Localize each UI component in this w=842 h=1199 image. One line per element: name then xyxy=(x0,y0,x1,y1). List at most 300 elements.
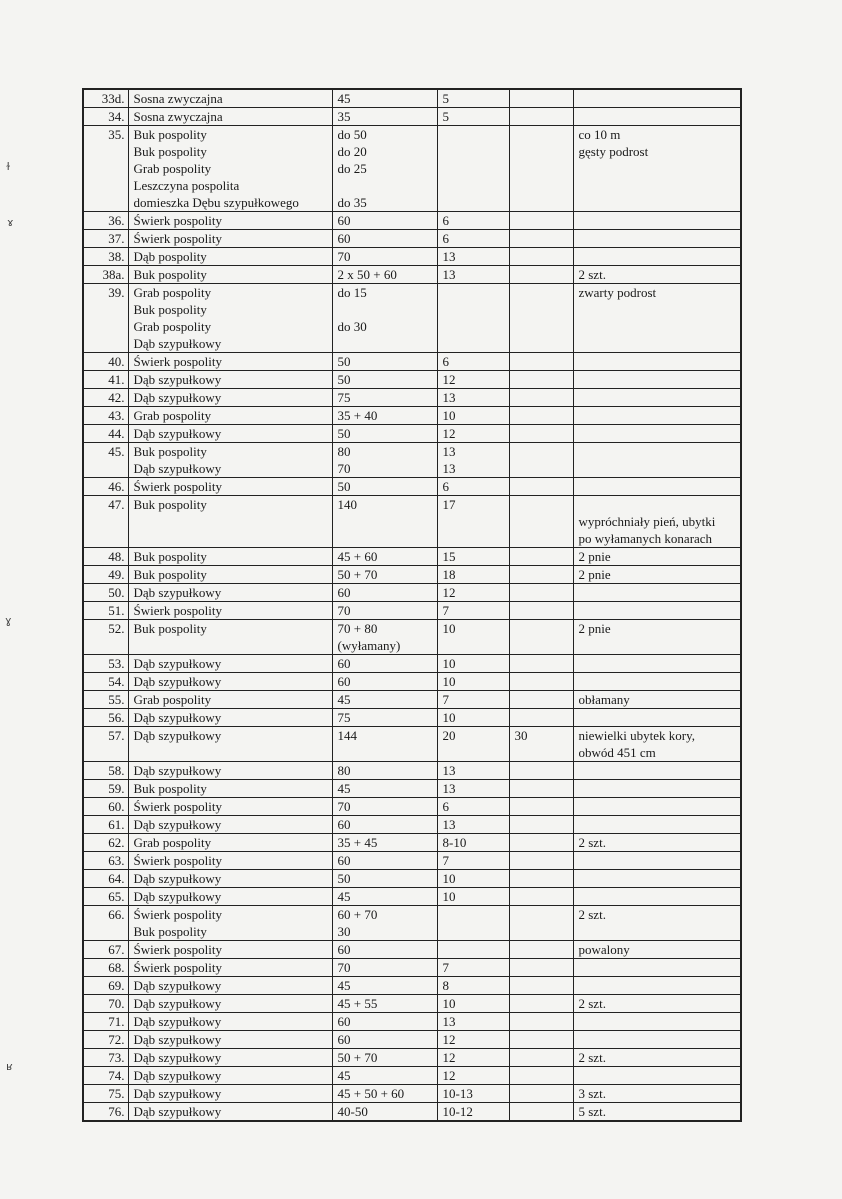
cell-extra xyxy=(509,906,573,941)
cell-number: 67. xyxy=(83,941,128,959)
cell-height-line: 13 xyxy=(442,249,456,264)
cell-notes-line xyxy=(579,602,738,619)
cell-extra-line xyxy=(515,709,570,726)
cell-species xyxy=(128,126,332,212)
cell-height xyxy=(437,478,509,496)
cell-extra xyxy=(509,852,573,870)
cell-species-line: Dąb szypułkowy xyxy=(133,996,222,1011)
table-row xyxy=(83,548,741,566)
cell-number: 37. xyxy=(83,230,128,248)
cell-extra xyxy=(509,566,573,584)
cell-extra-line xyxy=(515,284,570,301)
cell-species-line: Dąb szypułkowy xyxy=(133,817,222,832)
cell-notes-line xyxy=(579,230,738,247)
cell-notes xyxy=(573,478,741,496)
cell-notes xyxy=(573,108,741,126)
cell-height xyxy=(437,284,509,353)
cell-species-line: Dąb szypułkowy xyxy=(133,1086,222,1101)
cell-extra-line xyxy=(515,478,570,495)
cell-number: 62. xyxy=(83,834,128,852)
cell-girth xyxy=(332,266,437,284)
cell-notes xyxy=(573,584,741,602)
cell-number: 33d. xyxy=(83,89,128,108)
cell-species xyxy=(128,548,332,566)
cell-notes-line xyxy=(579,870,738,887)
cell-number: 57. xyxy=(83,727,128,762)
cell-number: 74. xyxy=(83,1067,128,1085)
cell-species xyxy=(128,248,332,266)
cell-height-line: 13 xyxy=(442,1014,456,1029)
cell-notes xyxy=(573,126,741,212)
cell-height-line: 13 xyxy=(442,390,456,405)
cell-species-line: Dąb pospolity xyxy=(133,249,207,264)
cell-species xyxy=(128,709,332,727)
cell-girth-line: 2 x 50 + 60 xyxy=(337,267,397,282)
cell-extra-line xyxy=(515,496,570,513)
cell-extra xyxy=(509,655,573,673)
cell-number: 55. xyxy=(83,691,128,709)
cell-height xyxy=(437,995,509,1013)
cell-notes xyxy=(573,371,741,389)
cell-notes xyxy=(573,709,741,727)
cell-girth xyxy=(332,496,437,548)
cell-extra xyxy=(509,620,573,655)
cell-height xyxy=(437,566,509,584)
cell-extra-line xyxy=(515,389,570,406)
cell-height xyxy=(437,407,509,425)
cell-species-line: Buk pospolity xyxy=(133,621,207,636)
cell-height-line: 8-10 xyxy=(442,835,467,850)
cell-number: 48. xyxy=(83,548,128,566)
cell-extra-line xyxy=(515,941,570,958)
table-row xyxy=(83,566,741,584)
cell-girth-line: 144 xyxy=(337,728,357,743)
table-row xyxy=(83,762,741,780)
cell-height-line: 13 xyxy=(442,267,456,282)
cell-notes-line xyxy=(579,1067,738,1084)
cell-number: 66. xyxy=(83,906,128,941)
cell-species xyxy=(128,478,332,496)
table-row xyxy=(83,906,741,941)
cell-extra xyxy=(509,89,573,108)
cell-height-line: 6 xyxy=(442,231,449,246)
cell-girth-line: 50 + 70 xyxy=(337,1050,378,1065)
table-row xyxy=(83,620,741,655)
cell-height-line xyxy=(443,941,506,958)
cell-girth-line: 60 + 70 xyxy=(337,907,378,922)
cell-notes xyxy=(573,1049,741,1067)
cell-notes xyxy=(573,834,741,852)
table-row xyxy=(83,602,741,620)
cell-extra xyxy=(509,1031,573,1049)
cell-girth-line: do 25 xyxy=(337,161,367,176)
table-row xyxy=(83,425,741,443)
cell-height-line: 7 xyxy=(442,692,449,707)
cell-species xyxy=(128,834,332,852)
cell-extra xyxy=(509,371,573,389)
cell-extra-line xyxy=(515,548,570,565)
table-row xyxy=(83,89,741,108)
cell-extra xyxy=(509,709,573,727)
cell-girth xyxy=(332,816,437,834)
cell-height xyxy=(437,941,509,959)
cell-height xyxy=(437,977,509,995)
cell-girth-line: 45 xyxy=(337,781,351,796)
cell-notes-line xyxy=(579,248,738,265)
cell-girth xyxy=(332,407,437,425)
cell-girth-line: 70 xyxy=(337,799,351,814)
cell-girth xyxy=(332,1013,437,1031)
cell-species-line: Dąb szypułkowy xyxy=(133,426,222,441)
cell-notes xyxy=(573,89,741,108)
cell-height-line xyxy=(443,906,506,923)
cell-girth-line: 50 xyxy=(337,354,351,369)
cell-girth xyxy=(332,673,437,691)
cell-species xyxy=(128,959,332,977)
cell-number: 54. xyxy=(83,673,128,691)
cell-height xyxy=(437,816,509,834)
cell-species xyxy=(128,108,332,126)
cell-notes xyxy=(573,353,741,371)
cell-species-line: Dąb szypułkowy xyxy=(133,710,222,725)
cell-height xyxy=(437,389,509,407)
cell-extra xyxy=(509,266,573,284)
cell-number: 36. xyxy=(83,212,128,230)
table-row xyxy=(83,834,741,852)
cell-girth-line: 45 xyxy=(337,91,351,106)
cell-species xyxy=(128,870,332,888)
cell-girth xyxy=(332,443,437,478)
cell-girth xyxy=(332,691,437,709)
cell-height-line: 10-13 xyxy=(442,1086,473,1101)
cell-extra xyxy=(509,727,573,762)
cell-number: 39. xyxy=(83,284,128,353)
cell-extra xyxy=(509,977,573,995)
cell-height xyxy=(437,906,509,941)
cell-girth xyxy=(332,425,437,443)
cell-girth xyxy=(332,284,437,353)
cell-species xyxy=(128,425,332,443)
cell-girth xyxy=(332,248,437,266)
cell-girth-line: 60 xyxy=(337,942,351,957)
cell-girth-line: 50 xyxy=(337,871,351,886)
cell-species-line: Grab pospolity xyxy=(133,285,212,300)
cell-number: 52. xyxy=(83,620,128,655)
cell-notes xyxy=(573,1103,741,1122)
cell-extra-line xyxy=(515,620,570,637)
cell-notes-line xyxy=(579,212,738,229)
cell-girth xyxy=(332,108,437,126)
cell-girth xyxy=(332,548,437,566)
cell-notes-line: co 10 m xyxy=(578,127,621,142)
cell-number: 51. xyxy=(83,602,128,620)
cell-notes-line: po wyłamanych konarach xyxy=(578,531,713,546)
table-row xyxy=(83,852,741,870)
cell-girth xyxy=(332,852,437,870)
cell-notes xyxy=(573,212,741,230)
cell-species-line: Dąb szypułkowy xyxy=(133,763,222,778)
cell-extra-line xyxy=(515,353,570,370)
cell-species-line: Świerk pospolity xyxy=(133,942,222,957)
cell-girth xyxy=(332,353,437,371)
cell-species-line: Świerk pospolity xyxy=(133,799,222,814)
cell-extra-line xyxy=(515,1085,570,1102)
cell-girth xyxy=(332,1085,437,1103)
cell-extra-line xyxy=(515,906,570,923)
cell-height-line: 10 xyxy=(442,710,456,725)
table-row xyxy=(83,108,741,126)
cell-extra xyxy=(509,602,573,620)
cell-girth xyxy=(332,1049,437,1067)
cell-species-line: Buk pospolity xyxy=(133,497,207,512)
cell-notes xyxy=(573,602,741,620)
cell-height-line: 10 xyxy=(442,871,456,886)
cell-girth-line: 45 xyxy=(337,692,351,707)
cell-girth-line: 60 xyxy=(337,817,351,832)
cell-extra xyxy=(509,959,573,977)
cell-number: 58. xyxy=(83,762,128,780)
cell-girth-line: 75 xyxy=(337,390,351,405)
cell-girth-line: 45 + 60 xyxy=(337,549,378,564)
cell-species xyxy=(128,906,332,941)
cell-extra xyxy=(509,780,573,798)
cell-extra xyxy=(509,1049,573,1067)
cell-number: 72. xyxy=(83,1031,128,1049)
cell-notes-line: 2 szt. xyxy=(578,835,606,850)
cell-notes xyxy=(573,691,741,709)
cell-height xyxy=(437,230,509,248)
table-row xyxy=(83,1049,741,1067)
cell-height-line: 17 xyxy=(442,497,456,512)
cell-height xyxy=(437,266,509,284)
table-row xyxy=(83,1013,741,1031)
cell-species xyxy=(128,212,332,230)
cell-height xyxy=(437,212,509,230)
cell-notes xyxy=(573,816,741,834)
cell-height-line: 15 xyxy=(442,549,456,564)
cell-height xyxy=(437,1085,509,1103)
cell-species-line: Dąb szypułkowy xyxy=(133,372,222,387)
cell-notes xyxy=(573,798,741,816)
cell-notes-line xyxy=(579,389,738,406)
cell-species-line: Dąb szypułkowy xyxy=(133,1104,222,1119)
cell-notes-line: obwód 451 cm xyxy=(578,745,656,760)
cell-species-line: Dąb szypułkowy xyxy=(133,656,222,671)
cell-notes-line xyxy=(579,798,738,815)
cell-notes xyxy=(573,727,741,762)
cell-notes-line: niewielki ubytek kory, xyxy=(578,728,695,743)
cell-height xyxy=(437,1031,509,1049)
cell-number: 34. xyxy=(83,108,128,126)
cell-extra-line xyxy=(515,852,570,869)
cell-height-line: 10 xyxy=(442,674,456,689)
cell-number: 35. xyxy=(83,126,128,212)
cell-species-line: Dąb szypułkowy xyxy=(133,1068,222,1083)
cell-species xyxy=(128,284,332,353)
cell-notes-line xyxy=(579,655,738,672)
cell-girth xyxy=(332,888,437,906)
cell-notes-line xyxy=(579,108,738,125)
cell-height-line: 5 xyxy=(442,109,449,124)
cell-girth-line: 80 xyxy=(337,444,351,459)
cell-girth xyxy=(332,959,437,977)
cell-species xyxy=(128,389,332,407)
cell-number: 46. xyxy=(83,478,128,496)
cell-species-line: Dąb szypułkowy xyxy=(133,1050,222,1065)
cell-height xyxy=(437,798,509,816)
table-row xyxy=(83,126,741,212)
cell-girth-line xyxy=(338,301,434,318)
table-row xyxy=(83,709,741,727)
cell-girth xyxy=(332,126,437,212)
table-row xyxy=(83,284,741,353)
cell-number: 71. xyxy=(83,1013,128,1031)
cell-height xyxy=(437,371,509,389)
cell-species xyxy=(128,816,332,834)
cell-height-line: 7 xyxy=(442,603,449,618)
cell-extra-line xyxy=(515,1103,570,1120)
cell-girth-line: 50 xyxy=(337,426,351,441)
cell-girth xyxy=(332,89,437,108)
cell-extra-line xyxy=(515,798,570,815)
cell-extra-line xyxy=(515,780,570,797)
cell-extra-line xyxy=(515,443,570,460)
table-row xyxy=(83,673,741,691)
cell-girth xyxy=(332,655,437,673)
cell-notes-line: 2 szt. xyxy=(578,267,606,282)
cell-notes-line: wypróchniały pień, ubytki xyxy=(578,514,716,529)
margin-mark: ɫ xyxy=(6,160,11,173)
cell-species-line: Dąb szypułkowy xyxy=(133,871,222,886)
cell-extra-line xyxy=(515,90,570,107)
cell-girth-line: do 50 xyxy=(337,127,367,142)
cell-height xyxy=(437,852,509,870)
table-row xyxy=(83,212,741,230)
cell-notes-line xyxy=(579,977,738,994)
cell-height-line: 6 xyxy=(442,354,449,369)
cell-extra xyxy=(509,248,573,266)
cell-height-line: 20 xyxy=(442,728,456,743)
cell-notes-line xyxy=(579,90,738,107)
table-row xyxy=(83,230,741,248)
cell-girth-line: 60 xyxy=(337,674,351,689)
cell-girth xyxy=(332,995,437,1013)
cell-species xyxy=(128,977,332,995)
cell-species xyxy=(128,1103,332,1122)
cell-species-line: Dąb szypułkowy xyxy=(133,728,222,743)
cell-extra-line xyxy=(515,888,570,905)
cell-height-line: 7 xyxy=(442,853,449,868)
cell-girth-line: 60 xyxy=(337,1032,351,1047)
cell-girth-line: 60 xyxy=(337,213,351,228)
cell-girth xyxy=(332,389,437,407)
cell-extra-line xyxy=(515,566,570,583)
cell-notes xyxy=(573,673,741,691)
cell-extra xyxy=(509,389,573,407)
cell-girth-line: 45 xyxy=(337,1068,351,1083)
cell-girth xyxy=(332,906,437,941)
cell-notes xyxy=(573,780,741,798)
cell-height-line: 10 xyxy=(442,656,456,671)
cell-notes xyxy=(573,959,741,977)
cell-notes xyxy=(573,425,741,443)
cell-extra-line xyxy=(515,995,570,1012)
cell-notes-line xyxy=(579,709,738,726)
table-row xyxy=(83,780,741,798)
cell-extra-line xyxy=(515,977,570,994)
cell-girth-line: do 15 xyxy=(337,285,367,300)
cell-height xyxy=(437,89,509,108)
cell-height xyxy=(437,673,509,691)
cell-species-line: Dąb szypułkowy xyxy=(133,461,222,476)
cell-height-line xyxy=(443,284,506,301)
table-row xyxy=(83,798,741,816)
cell-height-line: 12 xyxy=(442,1050,456,1065)
cell-girth xyxy=(332,478,437,496)
cell-extra-line xyxy=(515,834,570,851)
cell-girth-line: 70 xyxy=(337,603,351,618)
cell-species xyxy=(128,266,332,284)
cell-notes-line xyxy=(579,584,738,601)
table-row xyxy=(83,655,741,673)
cell-height xyxy=(437,496,509,548)
cell-species xyxy=(128,602,332,620)
cell-species-line: Grab pospolity xyxy=(133,161,212,176)
cell-girth-line: 60 xyxy=(337,656,351,671)
cell-girth-line: 60 xyxy=(337,853,351,868)
cell-species xyxy=(128,353,332,371)
cell-number: 64. xyxy=(83,870,128,888)
cell-notes-line xyxy=(579,353,738,370)
cell-species xyxy=(128,1013,332,1031)
cell-height xyxy=(437,1049,509,1067)
cell-height-line: 12 xyxy=(442,1068,456,1083)
cell-height-line: 10 xyxy=(442,996,456,1011)
table-row xyxy=(83,727,741,762)
cell-number: 70. xyxy=(83,995,128,1013)
cell-height-line: 10 xyxy=(442,408,456,423)
cell-girth-line: 75 xyxy=(337,710,351,725)
cell-notes xyxy=(573,1085,741,1103)
cell-extra-line xyxy=(515,655,570,672)
cell-height-line: 10 xyxy=(442,889,456,904)
cell-height-line: 12 xyxy=(442,426,456,441)
cell-notes-line xyxy=(579,762,738,779)
cell-species xyxy=(128,371,332,389)
cell-girth xyxy=(332,941,437,959)
cell-notes-line: zwarty podrost xyxy=(578,285,657,300)
cell-girth xyxy=(332,727,437,762)
cell-species xyxy=(128,780,332,798)
cell-extra xyxy=(509,443,573,478)
cell-height xyxy=(437,353,509,371)
table-row xyxy=(83,443,741,478)
cell-species xyxy=(128,1067,332,1085)
table-row xyxy=(83,353,741,371)
cell-notes-line xyxy=(579,478,738,495)
cell-notes-line xyxy=(579,425,738,442)
cell-number: 68. xyxy=(83,959,128,977)
cell-species xyxy=(128,888,332,906)
cell-height-line: 13 xyxy=(442,763,456,778)
cell-girth-line: 45 xyxy=(337,978,351,993)
cell-species-line: Świerk pospolity xyxy=(133,231,222,246)
cell-girth-line: 50 xyxy=(337,372,351,387)
cell-extra-line xyxy=(515,959,570,976)
cell-species xyxy=(128,691,332,709)
table-row xyxy=(83,389,741,407)
cell-number: 38. xyxy=(83,248,128,266)
